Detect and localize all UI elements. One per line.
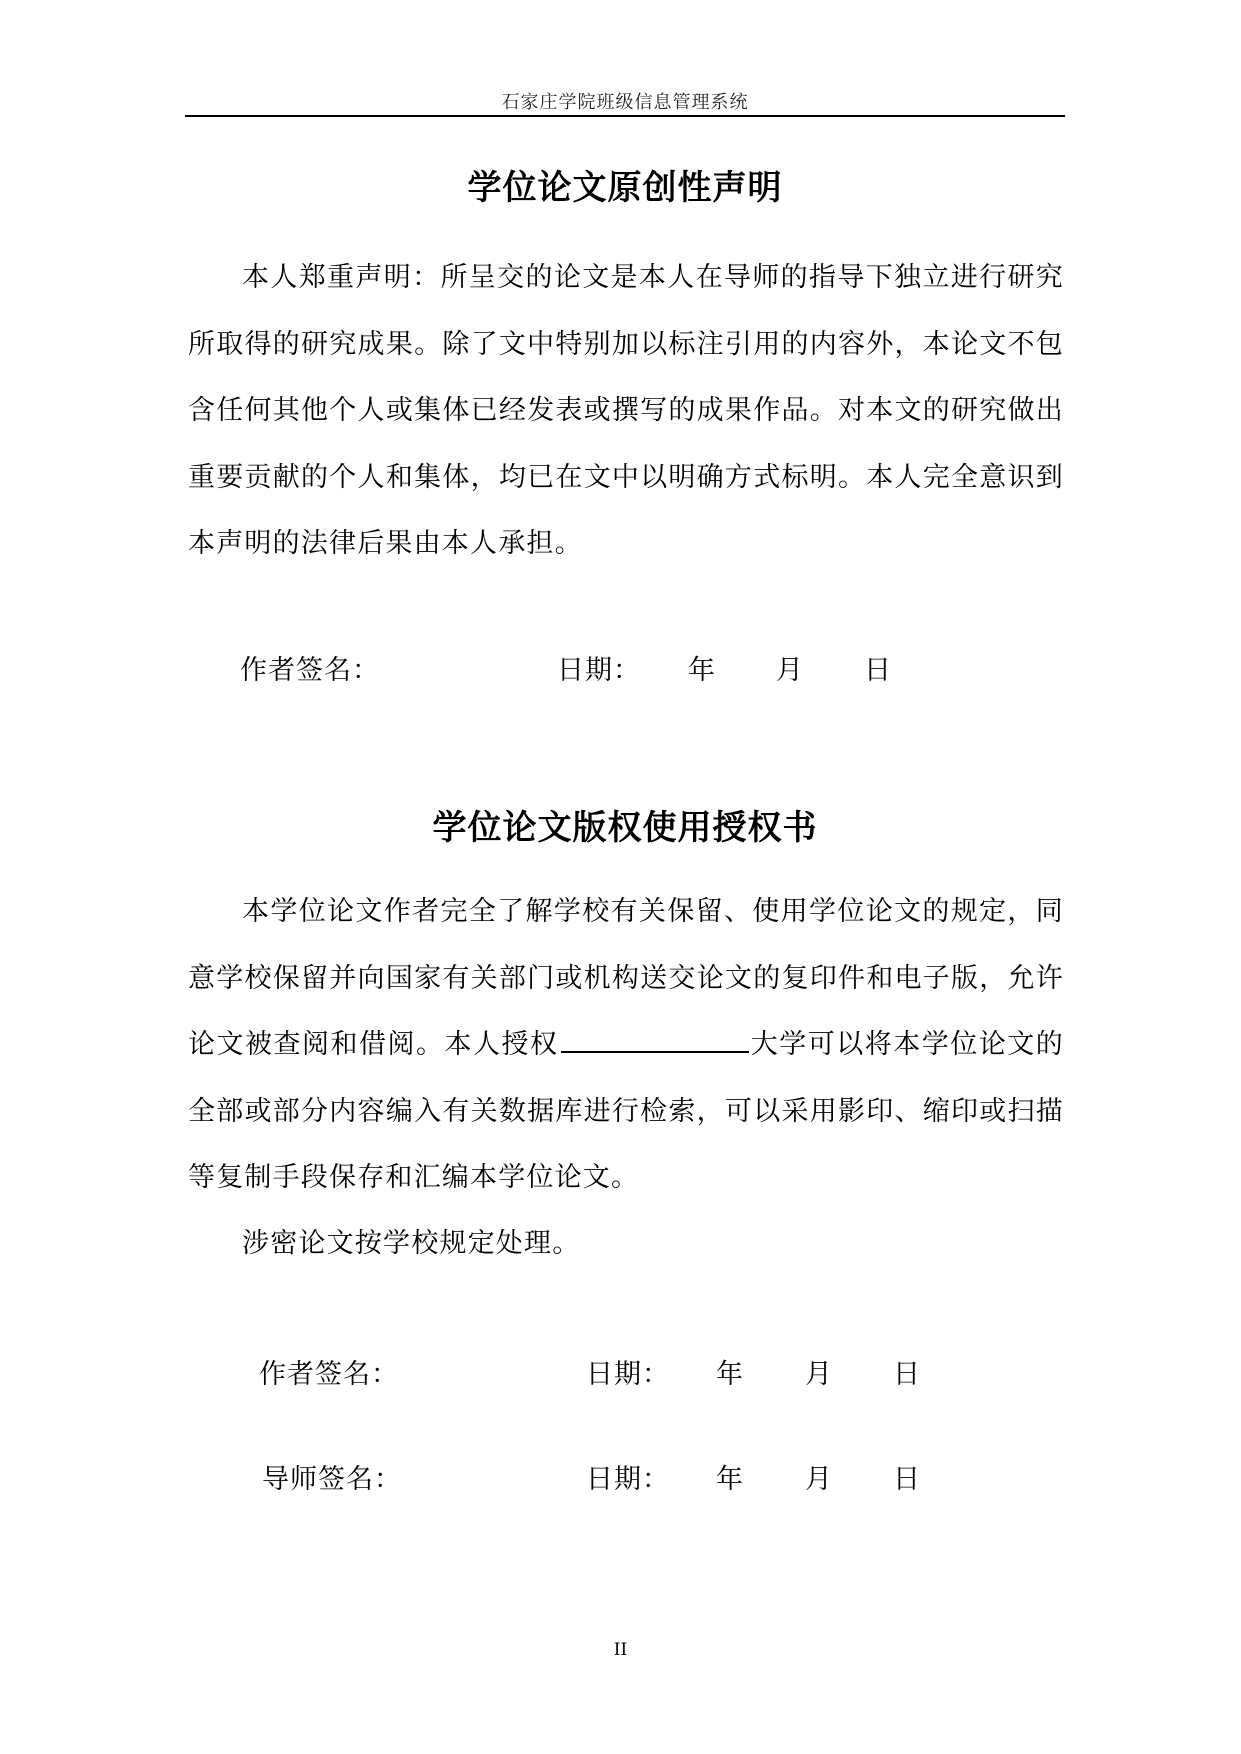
day-label: 日 [893, 1359, 921, 1390]
secret-note: 涉密论文按学校规定处理。 [242, 1228, 581, 1259]
author-signature-label: 作者签名： [259, 1359, 399, 1390]
advisor-signature-label: 导师签名： [262, 1464, 402, 1495]
copyright-body-part2: 大学可以将本学位论文的全部或部分内容编入有关数据库进行检索，可以采用影印、缩印或扫描等复制手段保存和汇编本学位论文。 [188, 1029, 1064, 1193]
copyright-body-part1: 本学位论文作者完全了解学校有关保留、使用学位论文的规定，同意学校保留并向国家有关部门或机构送交论文的复印件和电子版，允许论文被查阅和借阅。本人授权 [188, 896, 1064, 1060]
copyright-advisor-signature-line [0, 1457, 1241, 1497]
date-label: 日期： [586, 1464, 670, 1495]
originality-signature-line [0, 648, 1241, 688]
date-label: 日期： [586, 1359, 670, 1390]
month-label: 月 [805, 1464, 833, 1495]
day-label: 日 [864, 655, 892, 686]
date-label: 日期： [557, 655, 641, 686]
running-header: 石家庄学院班级信息管理系统 [501, 92, 749, 113]
university-name-blank [561, 1025, 749, 1053]
copyright-title: 学位论文版权使用授权书 [432, 808, 818, 848]
year-label: 年 [716, 1359, 744, 1390]
year-label: 年 [688, 655, 716, 686]
copyright-author-signature-line [0, 1352, 1241, 1392]
author-signature-label: 作者签名： [240, 655, 380, 686]
header-rule [185, 115, 1065, 117]
originality-body: 本人郑重声明：所呈交的论文是本人在导师的指导下独立进行研究所取得的研究成果。除了文中特别加以标注引用的内容外，本论文不包含任何其他个人或集体已经发表或撰写的成果作品。对本文的研究做出重要贡献的个人和集体，均已在文中以明确方式标明。本人完全意识到本声明的法律后果由本人承担。 [188, 262, 1064, 559]
page-number: II [613, 1640, 628, 1660]
month-label: 月 [805, 1359, 833, 1390]
year-label: 年 [716, 1464, 744, 1495]
copyright-body [188, 879, 1064, 1212]
month-label: 月 [776, 655, 804, 686]
day-label: 日 [893, 1464, 921, 1495]
originality-title: 学位论文原创性声明 [467, 168, 783, 208]
